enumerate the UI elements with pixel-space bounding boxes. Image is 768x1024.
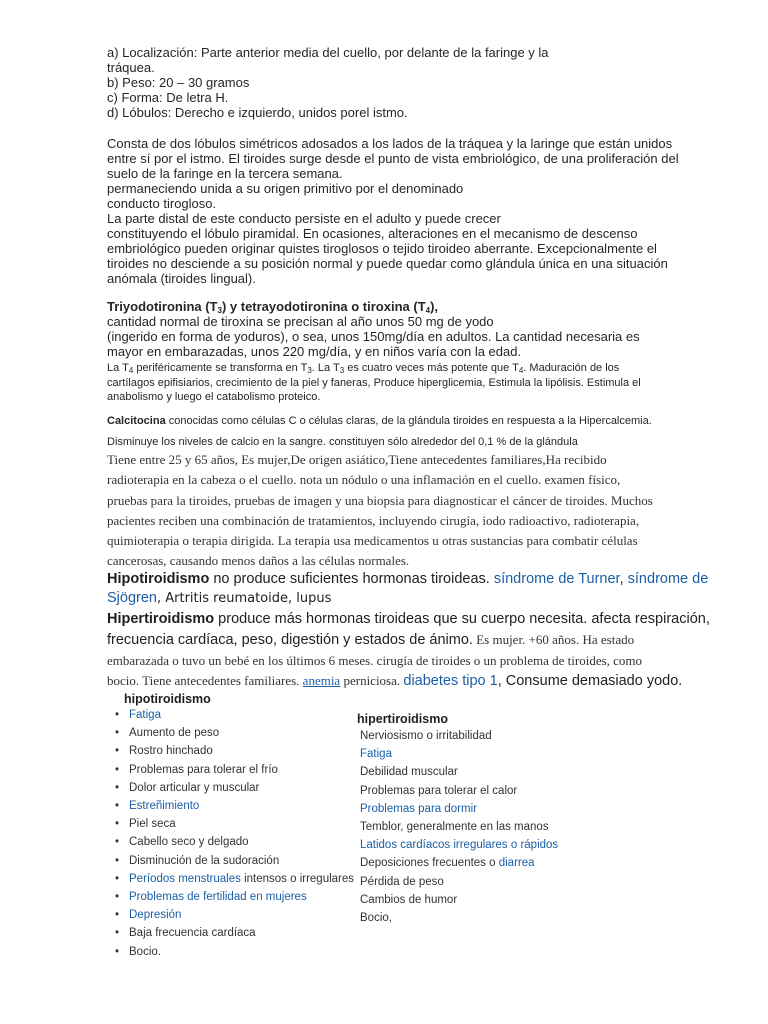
sjogren-link-2[interactable]: Sjögren	[107, 590, 157, 606]
symptom-text: intensos o irregulares	[240, 872, 355, 885]
hyperthyroidism-symptoms-title: hipertiroidismo	[357, 712, 448, 726]
hyperthyroidism-line-4: bocio. Tiene antecedentes familiares. anemia perniciosa. diabetes tipo 1, Consume demasiado yodo.	[107, 673, 683, 690]
cancer-line: pruebas para la tiroides, pruebas de imagen y una biopsia para diagnosticar el cáncer de tiroides. Muchos	[107, 492, 653, 508]
paragraph-line: permaneciendo unida a su origen primitivo por el denominado	[107, 181, 464, 196]
symptom-item	[115, 833, 354, 851]
anatomy-paragraph	[107, 136, 679, 286]
bullet-icon: •	[115, 945, 120, 958]
paragraph-line: La parte distal de este conducto persiste en el adulto y puede crecer	[107, 211, 501, 226]
bullet-icon: •	[115, 891, 120, 904]
bullet-icon: •	[115, 763, 120, 776]
cancer-line: pacientes reciben una combinación de tratamientos, incluyendo cirugía, iodo radioactivo, radioterapia,	[107, 512, 640, 528]
symptom-text: Temblor, generalmente en las manos	[360, 821, 549, 834]
hyperthyroidism-symptoms-list	[360, 727, 558, 927]
bullet-icon: •	[115, 709, 120, 721]
calcitocina-paragraph	[107, 411, 667, 453]
hyperthyroidism-line-3: embarazada o tuvo un bebé en los últimos 6 meses. cirugía de tiroides o un problema de tiroides, como	[107, 653, 643, 669]
symptom-link[interactable]: Problemas de fertilidad en mujeres	[129, 891, 307, 904]
bullet-icon: •	[115, 818, 120, 831]
symptom-item	[360, 745, 558, 763]
bullet-icon: •	[115, 836, 120, 849]
symptom-item	[360, 836, 558, 854]
calcitocina-line-2: Disminuye los niveles de calcio en la sangre. constituyen sólo alrededor del 0,1 % de la glándula	[107, 436, 578, 448]
symptom-item	[115, 852, 354, 870]
symptom-item	[115, 797, 354, 815]
hypothyroidism-line: Hipotiroidismo no produce suficientes hormonas tiroideas. síndrome de Turner, síndrome de	[107, 571, 709, 587]
symptom-text: Bocio,	[360, 912, 392, 925]
symptom-item	[360, 891, 558, 909]
cancer-line: quimioterapia o terapia dirigida. La terapia usa medicamentos u otras sustancias para combatir células	[107, 533, 638, 549]
symptom-link[interactable]: Fatiga	[360, 748, 392, 761]
bullet-icon: •	[115, 800, 120, 813]
hyperthyroidism-line-2: frecuencia cardíaca, peso, digestión y estados de ánimo. Es mujer. +60 años. Ha estado	[107, 632, 635, 648]
paragraph-line: conducto tirogloso.	[107, 196, 217, 211]
hypothyroidism-symptoms-title: hipotiroidismo	[124, 692, 211, 706]
calcitocina-line: Calcitocina conocidas como células C o células claras, de la glándula tiroides en respuesta a la Hipercalcemia.	[107, 415, 652, 427]
symptom-item	[360, 727, 558, 745]
hypothyroidism-symptoms-list	[115, 706, 354, 961]
symptom-item	[360, 909, 558, 927]
forma-line: c) Forma: De letra H.	[107, 90, 229, 105]
lobulos-line: d) Lóbulos: Derecho e izquierdo, unidos porel istmo.	[107, 105, 408, 120]
symptom-item	[115, 761, 354, 779]
symptom-item	[115, 888, 354, 906]
paragraph-line: anómala (tiroides lingual).	[107, 271, 256, 286]
paragraph-line: entre sí por el istmo. El tiroides surge desde el punto de vista embriológico, de una proliferación del	[107, 151, 679, 166]
symptom-item	[115, 706, 354, 724]
paragraph-line: tiroides no desciende a su posición normal y puede quedar como glándula única en una situación	[107, 256, 668, 271]
bullet-icon: •	[115, 745, 120, 758]
symptom-item	[115, 742, 354, 760]
symptom-text: Debilidad muscular	[360, 766, 458, 779]
bullet-icon: •	[115, 854, 120, 867]
hormones-line: (ingerido en forma de yoduros), o sea, unos 150mg/día en adultos. La cantidad necesaria es	[107, 329, 640, 344]
t4-line-3: anabolismo y luego el catabolismo proteico.	[107, 391, 321, 403]
symptom-item	[360, 763, 558, 781]
thyroid-description-list	[107, 45, 667, 120]
symptom-text: Pérdida de peso	[360, 875, 444, 888]
symptom-item	[360, 854, 558, 872]
symptom-link[interactable]: Estreñimiento	[129, 800, 200, 813]
symptom-item	[115, 815, 354, 833]
symptom-text: Cambios de humor	[360, 893, 458, 906]
hypothyroidism-paragraph	[107, 570, 709, 608]
bullet-icon: •	[115, 909, 120, 922]
symptom-text: Rostro hinchado	[129, 745, 213, 758]
symptom-item	[115, 724, 354, 742]
paragraph-line: suelo de la faringe en la tercera semana.	[107, 166, 343, 181]
hormones-line: cantidad normal de tiroxina se precisan al año unos 50 mg de yodo	[107, 314, 494, 329]
symptom-link[interactable]: Latidos cardíacos irregulares o rápidos	[360, 839, 559, 852]
symptom-item	[360, 782, 558, 800]
symptom-item	[115, 779, 354, 797]
symptom-text: Disminución de la sudoración	[129, 854, 280, 867]
symptom-text: Problemas para tolerar el calor	[360, 784, 518, 797]
symptom-link[interactable]: Fatiga	[129, 709, 161, 721]
cancer-line: radioterapia en la cabeza o el cuello. nota un nódulo o una inflamación en el cuello. examen físico,	[107, 472, 621, 488]
bullet-icon: •	[115, 872, 120, 885]
symptom-text: Nerviosismo o irritabilidad	[360, 730, 492, 742]
symptom-item	[360, 873, 558, 891]
symptom-item	[115, 943, 354, 961]
symptom-item	[360, 800, 558, 818]
hormones-line: mayor en embarazadas, unos 220 mg/día, y en niños varía con la edad.	[107, 344, 522, 359]
peso-line: b) Peso: 20 – 30 gramos	[107, 75, 250, 90]
localizacion-line-2: tráquea.	[107, 60, 155, 75]
t4-line: La $T_4$ periféricamente se transforma en $T_3$. La $T_3$ es cuatro veces más potente que $T_4$. Maduración de los	[107, 362, 620, 375]
symptom-link[interactable]: Problemas para dormir	[360, 802, 477, 815]
symptom-text: Bocio.	[129, 945, 161, 958]
cancer-paragraph	[107, 450, 667, 572]
symptom-text: Aumento de peso	[129, 727, 220, 740]
symptom-text: Piel seca	[129, 818, 176, 831]
paragraph-line: constituyendo el lóbulo piramidal. En ocasiones, alteraciones en el mecanismo de descenso	[107, 226, 638, 241]
t4-conversion-paragraph	[107, 361, 667, 405]
symptom-text: Deposiciones frecuentes o	[360, 857, 499, 870]
hypothyroidism-line-2: Sjögren, Artritis reumatoide, lupus	[107, 590, 332, 606]
cancer-line: Tiene entre 25 y 65 años, Es mujer,De origen asiático,Tiene antecedentes familiares,Ha recibido	[107, 452, 607, 467]
localizacion-line: a) Localización: Parte anterior media del cuello, por delante de la faringe y la	[107, 45, 549, 60]
symptom-text: Problemas para tolerar el frío	[129, 763, 278, 776]
bullet-icon: •	[115, 727, 120, 740]
diabetes-link[interactable]: diabetes tipo 1	[403, 673, 498, 690]
t4-line-2: cartílagos epifisiarios, crecimiento de la piel y faneras, Produce hiperglicemia, Estimula la lipólisis. Estimula el	[107, 376, 641, 389]
hormones-heading: Triyodotironina $(T_3)$ y tetrayodotironina o tiroxina $(T_4)$,	[107, 299, 439, 315]
anemia-link[interactable]: anemia	[302, 673, 341, 689]
symptom-text: Cabello seco y delgado	[129, 836, 249, 849]
symptom-link[interactable]: Períodos menstruales	[129, 872, 241, 885]
symptom-text: Baja frecuencia cardíaca	[129, 927, 256, 940]
turner-link[interactable]: síndrome de Turner	[493, 571, 620, 587]
paragraph-line: embriológico pueden originar quistes tiroglosos o tejido tiroideo aberrante. Excepcionalmente el	[107, 241, 657, 256]
symptom-item	[115, 870, 354, 888]
symptom-item	[360, 818, 558, 836]
hyperthyroidism-line: Hipertiroidismo produce más hormonas tiroideas que su cuerpo necesita. afecta respiración,	[107, 611, 710, 627]
symptom-link[interactable]: Depresión	[129, 909, 182, 922]
paragraph-line: Consta de dos lóbulos simétricos adosados a los lados de la tráquea y la laringe que están unidos	[107, 136, 673, 151]
cancer-line: cancerosas, causando menos daños a las células normales.	[107, 553, 410, 569]
symptom-item	[115, 924, 354, 942]
bullet-icon: •	[115, 781, 120, 794]
symptom-link[interactable]: diarrea	[498, 857, 535, 870]
sjogren-link[interactable]: síndrome de	[627, 571, 709, 587]
hormones-section	[107, 299, 667, 359]
bullet-icon: •	[115, 927, 120, 940]
symptom-text: Dolor articular y muscular	[129, 781, 260, 794]
symptom-item	[115, 906, 354, 924]
hyperthyroidism-paragraph	[107, 610, 710, 692]
